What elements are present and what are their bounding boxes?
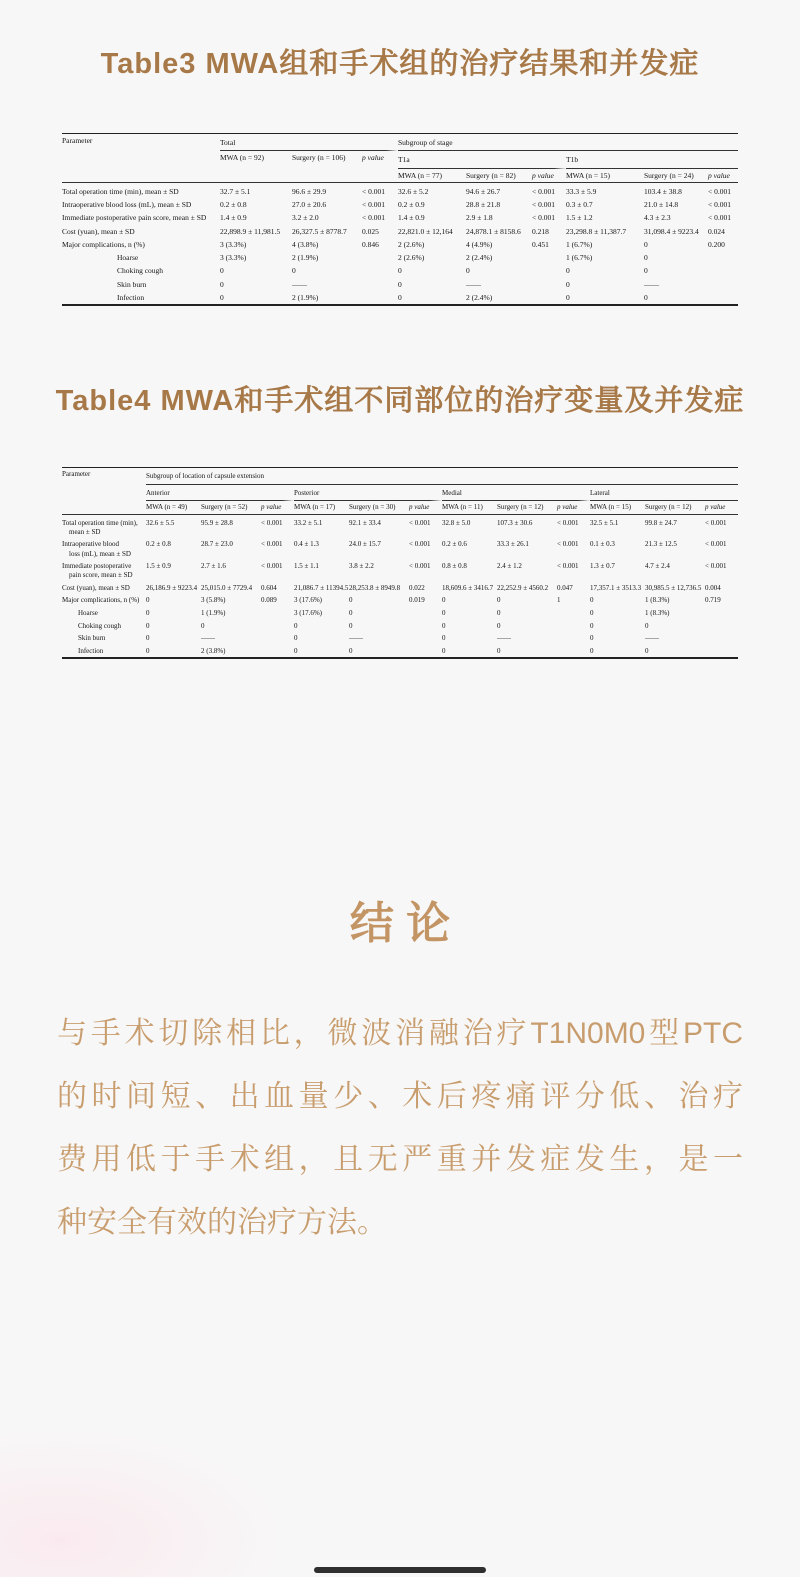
table-cell: 0 (497, 596, 501, 605)
row-label: Intraoperative blood loss (mL), mean ± SD (62, 540, 131, 558)
table4-header-row-1 (62, 468, 738, 485)
table-cell: 28.7 ± 23.0 (201, 540, 233, 549)
table-cell: 0 (349, 646, 353, 655)
row-label: Choking cough (117, 266, 164, 276)
table-row (62, 582, 738, 595)
table-cell: < 0.001 (261, 540, 283, 549)
conclusion-heading: 结 论 (349, 899, 451, 948)
table-cell: 99.8 ± 24.7 (645, 518, 677, 527)
table-cell: < 0.001 (532, 200, 555, 209)
table-cell: 0.022 (409, 583, 425, 592)
table-cell: 0 (590, 646, 594, 655)
home-indicator[interactable] (314, 1567, 486, 1573)
table-row (62, 211, 738, 224)
table-cell (557, 632, 590, 645)
table-cell: 32.6 ± 5.2 (398, 186, 429, 196)
table-row (62, 198, 738, 211)
row-label: Cost (yuan), mean ± SD (62, 226, 135, 236)
t4-col-surgery-lateral: Surgery (n = 12) (645, 501, 705, 515)
table-cell: 0 (201, 621, 205, 630)
table4-header-row-3 (62, 501, 738, 515)
t4-header-parameter: Parameter (62, 468, 146, 515)
table-cell (532, 278, 566, 291)
table-cell: 1.4 ± 0.9 (220, 213, 247, 223)
row-label: Major complications, n (%) (62, 596, 140, 605)
table4 (62, 467, 738, 659)
table-cell: < 0.001 (362, 200, 385, 209)
table-cell: 32.7 ± 5.1 (220, 186, 251, 196)
table-cell: 0 (349, 621, 353, 630)
table-cell: 4.7 ± 2.4 (645, 562, 670, 571)
table-cell: —— (644, 279, 660, 289)
table-cell: 0 (398, 266, 402, 276)
table-cell: 0 (566, 279, 570, 289)
table-cell: 95.9 ± 28.8 (201, 518, 233, 527)
table-cell (705, 632, 738, 645)
table-cell: 0 (146, 596, 150, 605)
table-cell: 0.2 ± 0.8 (220, 200, 247, 209)
row-label: Skin burn (78, 634, 106, 643)
t4-col-mwa-posterior: MWA (n = 17) (294, 501, 349, 515)
table-cell: 0 (220, 279, 224, 289)
t3-col-mwa-total: MWA (n = 92) (220, 151, 292, 183)
table-cell: —— (497, 634, 511, 643)
t3-col-surgery-total: Surgery (n = 106) (292, 151, 362, 183)
table-cell: 0.218 (532, 226, 549, 236)
table-cell (705, 620, 738, 633)
table-cell: 2 (2.4%) (466, 253, 493, 262)
table-cell: 1 (6.7%) (566, 239, 593, 249)
table-cell: 3 (5.8%) (201, 596, 226, 605)
table-cell (261, 632, 294, 645)
table-cell: < 0.001 (362, 186, 385, 196)
table-cell (261, 607, 294, 620)
t4-col-pvalue-posterior: p value (409, 501, 442, 515)
table-cell: 0 (442, 609, 446, 618)
table-cell: 3.2 ± 2.0 (292, 213, 319, 223)
table-cell: 3 (17.6%) (294, 609, 322, 618)
t3-header-parameter: Parameter (62, 134, 220, 183)
t4-col-pvalue-medial: p value (557, 501, 590, 515)
t3-header-subgroup-of-stage: Subgroup of stage (398, 134, 738, 151)
table-cell (409, 620, 442, 633)
table-cell: 33.3 ± 5.9 (566, 186, 597, 196)
table-cell: < 0.001 (532, 186, 555, 196)
table-cell: 0 (644, 239, 648, 249)
table-cell (532, 251, 566, 264)
table-cell: 0.8 ± 0.8 (442, 562, 467, 571)
table-cell (532, 264, 566, 277)
t3-col-mwa-t1b: MWA (n = 15) (566, 169, 644, 183)
table-cell: 0 (292, 266, 296, 276)
table-cell: 0 (294, 621, 298, 630)
t3-col-pvalue-t1a: p value (532, 169, 566, 183)
table-cell: 26,186.9 ± 9223.4 (146, 583, 198, 592)
table-cell: 0.719 (705, 596, 721, 605)
table4-container (62, 467, 738, 659)
table-cell: 0 (645, 646, 649, 655)
table3-title: Table3 MWA组和手术组的治疗结果和并发症 (100, 48, 700, 80)
t4-col-surgery-anterior: Surgery (n = 52) (201, 501, 261, 515)
table-cell: 3 (3.3%) (220, 253, 247, 262)
table-cell: 2.4 ± 1.2 (497, 562, 522, 571)
table-cell: 0 (146, 646, 150, 655)
table-cell: —— (466, 279, 482, 289)
table-cell: 0.451 (532, 239, 549, 249)
t3-col-surgery-t1a: Surgery (n = 82) (466, 169, 532, 183)
table-cell: 0 (645, 621, 649, 630)
table-cell: 0 (590, 634, 594, 643)
table-cell: 33.2 ± 5.1 (294, 518, 323, 527)
table-cell: 0 (644, 253, 648, 262)
table-cell: 23,298.8 ± 11,387.7 (566, 226, 627, 236)
table-cell: 22,898.9 ± 11,981.5 (220, 226, 281, 236)
table-cell: 0 (497, 621, 501, 630)
table-cell: 0 (349, 609, 353, 618)
table-cell: 0 (466, 266, 470, 276)
table-cell: 0.025 (362, 226, 379, 236)
table-cell: 31,098.4 ± 9223.4 (644, 226, 699, 236)
table-cell: 0.3 ± 0.7 (566, 200, 593, 209)
table-cell: —— (292, 279, 307, 289)
table3 (62, 133, 738, 306)
table-cell: 0.019 (409, 596, 425, 605)
table-row (62, 645, 738, 658)
table-cell: 0 (442, 646, 446, 655)
row-label: Immediate postoperative pain score, mean ± SD (62, 562, 133, 580)
table-cell: < 0.001 (708, 186, 731, 196)
table-row (62, 594, 738, 607)
t4-col-pvalue-anterior: p value (261, 501, 294, 515)
table-cell: 0 (146, 621, 150, 630)
table-cell: 96.6 ± 29.9 (292, 186, 327, 196)
t4-col-mwa-lateral: MWA (n = 15) (590, 501, 645, 515)
table-cell (532, 291, 566, 304)
table-cell: 0 (349, 596, 353, 605)
table-cell (708, 264, 738, 277)
table-cell (261, 620, 294, 633)
table-cell (708, 291, 738, 304)
table-row (62, 560, 738, 582)
row-label: Total operation time (min), mean ± SD (62, 186, 179, 196)
table-cell: < 0.001 (532, 213, 555, 223)
table-row (62, 632, 738, 645)
row-label: Major complications, n (%) (62, 239, 145, 249)
table-row (62, 538, 738, 560)
row-label: Total operation time (min), mean ± SD (62, 518, 138, 536)
table-cell (409, 632, 442, 645)
table-cell: < 0.001 (261, 518, 283, 527)
table-cell: 24.0 ± 15.7 (349, 540, 381, 549)
t4-header-posterior: Posterior (294, 485, 442, 502)
table-cell: 33.3 ± 26.1 (497, 540, 529, 549)
table-cell: < 0.001 (708, 213, 731, 223)
table-cell: 0 (497, 646, 501, 655)
table-cell: 25,015.0 ± 7729.4 (201, 583, 253, 592)
table-cell (708, 251, 738, 264)
table-cell: 0.4 ± 1.3 (294, 540, 319, 549)
table-cell: 30,985.5 ± 12,736.5 (645, 583, 702, 592)
row-label: Infection (117, 292, 145, 302)
table-cell: 0 (644, 266, 648, 276)
table-cell: 26,327.5 ± 8778.7 (292, 226, 347, 236)
table-cell: 0 (590, 609, 594, 618)
table-cell (362, 278, 398, 291)
table-cell: < 0.001 (708, 200, 731, 209)
table-cell: —— (349, 634, 363, 643)
table-cell (362, 264, 398, 277)
row-label: Intraoperative blood loss (mL), mean ± SD (62, 200, 192, 209)
table-cell: 27.0 ± 20.6 (292, 200, 327, 209)
table-cell: 0 (644, 292, 648, 302)
table-cell: 0.2 ± 0.9 (398, 200, 425, 209)
table-cell: 0.047 (557, 583, 573, 592)
t3-header-t1a: T1a (398, 151, 566, 168)
table-cell: 21.0 ± 14.8 (644, 200, 679, 209)
table-cell: 1 (8.3%) (645, 596, 670, 605)
table-cell: 0 (590, 621, 594, 630)
table-cell: 4 (3.8%) (292, 239, 319, 249)
table-cell: < 0.001 (362, 213, 385, 223)
table-cell: 2.7 ± 1.6 (201, 562, 226, 571)
t4-header-anterior: Anterior (146, 485, 294, 502)
table-cell: < 0.001 (261, 562, 283, 571)
table-row (62, 620, 738, 633)
table3-container (62, 133, 738, 306)
table-cell: 0 (590, 596, 594, 605)
table-row (62, 183, 738, 198)
t3-col-mwa-t1a: MWA (n = 77) (398, 169, 466, 183)
table-cell: 18,609.6 ± 3416.7 (442, 583, 494, 592)
table-cell: 1 (8.3%) (645, 609, 670, 618)
table-cell: < 0.001 (557, 518, 579, 527)
table-cell: 1.5 ± 0.9 (146, 562, 171, 571)
table-cell: 0 (294, 634, 298, 643)
table-cell: 22,821.0 ± 12,164 (398, 226, 453, 236)
t4-header-medial: Medial (442, 485, 590, 502)
table-cell: 0.604 (261, 583, 277, 592)
table-row (62, 238, 738, 251)
table-cell: 4 (4.9%) (466, 239, 493, 249)
t4-header-subgroup-location: Subgroup of location of capsule extension (146, 468, 738, 485)
row-label: Choking cough (78, 621, 121, 630)
table-cell: 0 (566, 266, 570, 276)
table-cell (409, 645, 442, 658)
table-cell: 0.089 (261, 596, 277, 605)
table-cell: < 0.001 (409, 518, 431, 527)
table-cell: 21,086.7 ± 11394.5 (294, 583, 349, 592)
conclusion-line: 费用低于手术组，且无严重并发症发生，是一 (57, 1143, 743, 1176)
row-label: Cost (yuan), mean ± SD (62, 583, 130, 592)
table-cell (708, 278, 738, 291)
table-cell: 1.5 ± 1.1 (294, 562, 319, 571)
t4-header-lateral: Lateral (590, 485, 738, 502)
table-cell: < 0.001 (705, 540, 727, 549)
t4-col-surgery-medial: Surgery (n = 12) (497, 501, 557, 515)
table-cell: 32.5 ± 5.1 (590, 518, 619, 527)
table-cell: 1.5 ± 1.2 (566, 213, 593, 223)
table-cell (557, 620, 590, 633)
table-row (62, 264, 738, 277)
table-row (62, 291, 738, 304)
t3-header-t1b: T1b (566, 151, 738, 168)
table-row (62, 278, 738, 291)
table-cell: 21.3 ± 12.5 (645, 540, 677, 549)
table-cell: 0 (146, 634, 150, 643)
table3-header-row-1 (62, 134, 738, 151)
table-cell: < 0.001 (705, 562, 727, 571)
table4-body (62, 515, 738, 658)
table-cell (557, 645, 590, 658)
table-cell: 2.9 ± 1.8 (466, 213, 493, 223)
table-cell: < 0.001 (557, 540, 579, 549)
table3-body (62, 183, 738, 304)
table-cell (705, 645, 738, 658)
table-cell: 1.4 ± 0.9 (398, 213, 425, 223)
table4-title: Table4 MWA和手术组不同部位的治疗变量及并发症 (55, 385, 745, 417)
t4-col-pvalue-lateral: p value (705, 501, 738, 515)
table-row (62, 515, 738, 539)
t4-col-mwa-anterior: MWA (n = 49) (146, 501, 201, 515)
table-cell: 0 (398, 279, 402, 289)
t3-col-surgery-t1b: Surgery (n = 24) (644, 169, 708, 183)
table-cell: 2 (2.6%) (398, 239, 425, 249)
table-cell: 28.8 ± 21.8 (466, 200, 501, 209)
table-cell: < 0.001 (705, 518, 727, 527)
t4-col-mwa-medial: MWA (n = 11) (442, 501, 497, 515)
table-cell: 0.1 ± 0.3 (590, 540, 615, 549)
row-label: Hoarse (78, 609, 98, 618)
table-cell: 92.1 ± 33.4 (349, 518, 381, 527)
table-cell: 1 (1.9%) (201, 609, 226, 618)
table-cell: 1.3 ± 0.7 (590, 562, 615, 571)
table-cell: < 0.001 (409, 562, 431, 571)
conclusion-paragraph (57, 1002, 743, 1254)
table-cell: 0 (220, 292, 224, 302)
table-cell: < 0.001 (557, 562, 579, 571)
table-row (62, 251, 738, 264)
table-cell: 32.8 ± 5.0 (442, 518, 471, 527)
table-cell: 2 (1.9%) (292, 253, 319, 262)
t3-col-pvalue-total: p value (362, 151, 398, 183)
table-cell: 0 (442, 634, 446, 643)
table-cell: 28,253.8 ± 8949.8 (349, 583, 401, 592)
table-cell: 22,252.9 ± 4560.2 (497, 583, 549, 592)
table-cell: 0.004 (705, 583, 721, 592)
table4-header-row-2 (62, 485, 738, 502)
table-cell: 32.6 ± 5.5 (146, 518, 175, 527)
table-cell: 103.4 ± 38.8 (644, 186, 682, 196)
table-cell: 2 (2.4%) (466, 292, 493, 302)
table-cell: 0.200 (708, 239, 725, 249)
row-label: Immediate postoperative pain score, mean ± SD (62, 213, 207, 223)
table-cell: 94.6 ± 26.7 (466, 186, 501, 196)
t4-col-surgery-posterior: Surgery (n = 30) (349, 501, 409, 515)
table-cell: 0 (220, 266, 224, 276)
table-cell: < 0.001 (409, 540, 431, 549)
table-cell: 0.024 (708, 226, 725, 236)
table-cell (557, 607, 590, 620)
table-row (62, 607, 738, 620)
table-cell: 0.2 ± 0.8 (146, 540, 171, 549)
table-cell: 0 (398, 292, 402, 302)
table-cell: 3 (17.6%) (294, 596, 322, 605)
t3-header-total: Total (220, 134, 398, 151)
table-cell (362, 291, 398, 304)
table-cell: 0 (294, 646, 298, 655)
conclusion-line: 种安全有效的治疗方法。 (57, 1206, 387, 1239)
table-cell: 3.8 ± 2.2 (349, 562, 374, 571)
table-cell: 0.2 ± 0.6 (442, 540, 467, 549)
table-cell: 0.846 (362, 239, 379, 249)
conclusion-line: 与手术切除相比，微波消融治疗T1N0M0型PTC (57, 1017, 743, 1050)
table-cell: 3 (3.3%) (220, 239, 247, 249)
table-cell: 4.3 ± 2.3 (644, 213, 671, 223)
table-row (62, 225, 738, 238)
table-cell: 0 (442, 621, 446, 630)
table-cell (409, 607, 442, 620)
table-cell: 24,878.1 ± 8158.6 (466, 226, 521, 236)
table-cell (362, 251, 398, 264)
table-cell: —— (645, 634, 659, 643)
table-cell: 2 (1.9%) (292, 292, 319, 302)
row-label: Skin burn (117, 279, 147, 289)
table-cell: 2 (3.8%) (201, 646, 226, 655)
table-cell: 0 (146, 609, 150, 618)
table-cell: 0 (497, 609, 501, 618)
table-cell (261, 645, 294, 658)
row-label: Hoarse (117, 253, 139, 262)
table-cell: 1 (6.7%) (566, 253, 593, 262)
table-cell: 0 (566, 292, 570, 302)
row-label: Infection (78, 646, 104, 655)
table-cell: 107.3 ± 30.6 (497, 518, 533, 527)
table-cell: 0 (442, 596, 446, 605)
t3-col-pvalue-t1b: p value (708, 169, 738, 183)
table-cell: 17,357.1 ± 3513.3 (590, 583, 642, 592)
table-cell (705, 607, 738, 620)
table-cell: 1 (557, 596, 561, 605)
conclusion-line: 的时间短、出血量少、术后疼痛评分低、治疗 (57, 1080, 743, 1113)
table-cell: 2 (2.6%) (398, 253, 425, 262)
table-cell: —— (201, 634, 215, 643)
